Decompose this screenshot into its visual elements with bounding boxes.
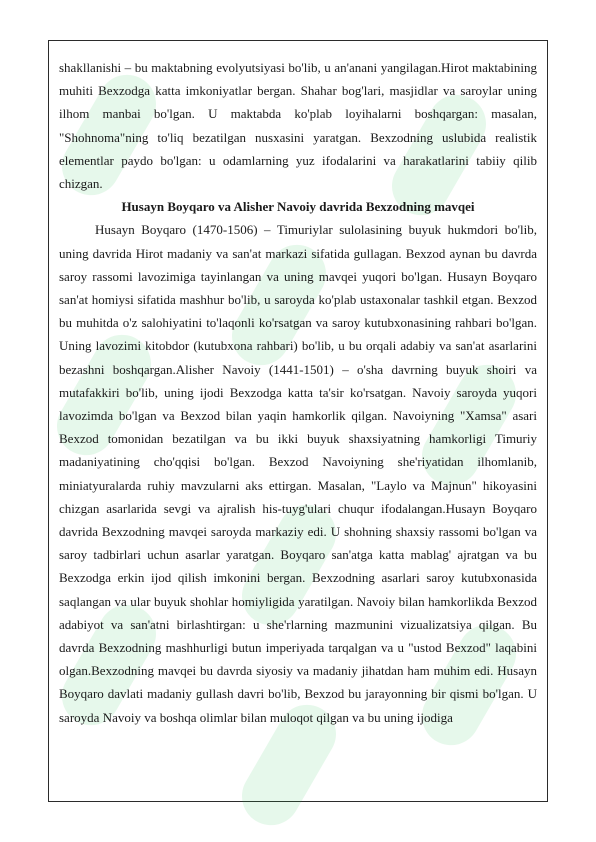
section-heading: Husayn Boyqaro va Alisher Navoiy davrida Bexzodning mavqei [121, 199, 475, 215]
paragraph-intro: shakllanishi – bu maktabning evolyutsiyasi bo'lib, u an'anani yangilagan.Hirot maktabining muhiti Bexzodga katta imkoniyatlar bergan. Shahar bog'lari, masjidlar va saroylar uning ilhom manbai bo'lgan. U maktabda ko'plab loyihalarni boshqargan: masalan, "Shohnoma"ning to'liq bezatilgan nusxasini yaratgan. Bexzodning uslubida realistik elementlar paydo bo'lgan: u odamlarning yuz ifodalarini va harakatlarini tabiiy qilib chizgan. [59, 60, 537, 192]
paragraph-main: Husayn Boyqaro (1470-1506) – Timuriylar sulolasining buyuk hukmdori bo'lib, uning davrida Hirot madaniy va san'at markazi sifatida gullagan. Bexzod aynan bu davrda saroy rassomi lavozimiga tayinlangan va uning mavqei yuqori bo'lgan. Husayn Boyqaro san'at homiysi sifatida mashhur bo'lib, u saroyda ko'plab ustaxonalar tashkil etgan. Bexzod bu muhitda o'z salohiyatini to'laqonli ko'rsatgan va saroy kutubxonasining rahbari bo'lgan. Uning lavozimi kitobdor (kutubxona rahbari) bo'lib, u bu orqali adabiy va san'at asarlarini bezashni boshqargan.Alisher Navoiy (1441-1501) – o'sha davrning buyuk shoiri va mutafakkiri bo'lib, uning ijodi Bexzodga katta ta'sir ko'rsatgan. Navoiy saroyda yuqori lavozimda bo'lgan va Bexzod bilan yaqin hamkorlik qilgan. Navoiyning "Xamsa" asari Bexzod tomonidan bezatilgan va bu ikki buyuk shaxsiyatning hamkorligi Timuriy madaniyatining cho'qqisi bo'lgan. Bexzod Navoiyning she'riyatidan ilhomlanib, miniatyuralarda ruhiy mavzularni aks ettirgan. Masalan, "Laylo va Majnun" hikoyasini chizgan asarlarida sevgi va ajralish his-tuyg'ulari chuqur ifodalangan.Husayn Boyqaro davrida Bexzodning mavqei saroyda markaziy edi. U shohning shaxsiy rassomi bo'lgan va saroy tadbirlari uchun asarlar yaratgan. Boyqaro san'atga katta mablag' ajratgan va bu Bexzodga erkin ijod qilish imkonini bergan. Bexzodning asarlari saroy kutubxonasida saqlangan va ular buyuk shohlar homiyligida yaratilgan. Navoiy bilan hamkorlikda Bexzod adabiyot va san'atni birlashtirgan: u she'rlarning mazmunini vizualizatsiya qilgan. Bu davrda Bexzodning mashhurligi butun imperiyada tarqalgan va u "ustod Bexzod" laqabini olgan.Bexzodning mavqei bu davrda siyosiy va madaniy jihatdan ham muhim edi. Husayn Boyqaro davlati madaniy gullash davri bo'lib, Bexzod bu jarayonning bir qismi bo'lgan. U saroyda Navoiy va boshqa olimlar bilan muloqot qilgan va bu uning ijodiga [59, 222, 537, 725]
document-body [59, 56, 537, 729]
